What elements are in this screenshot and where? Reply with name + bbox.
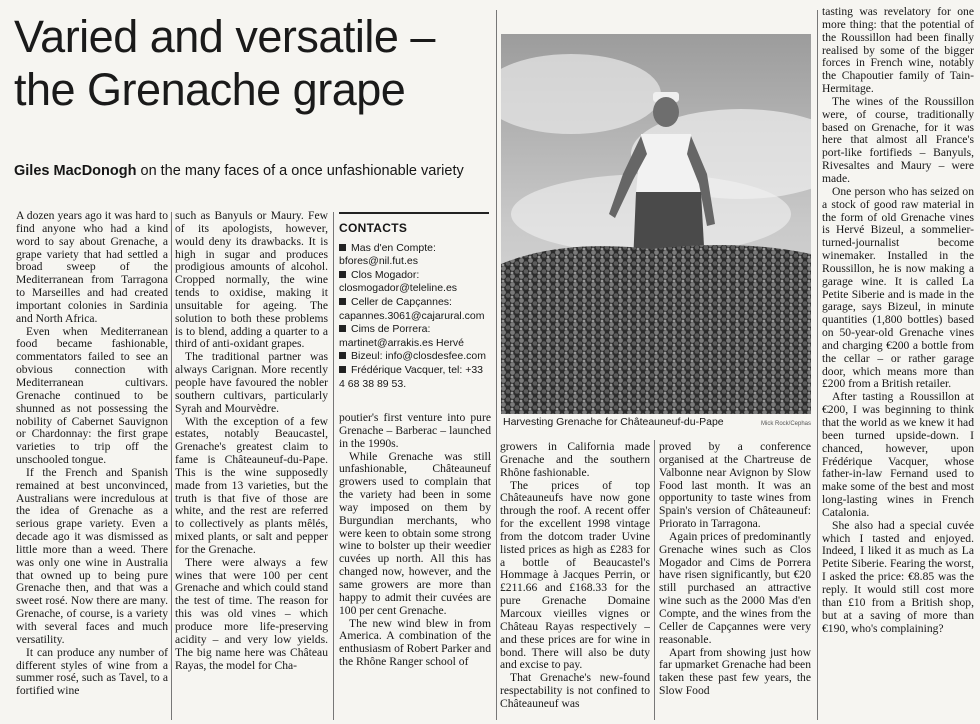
paragraph: Again prices of predominantly Grenache wines such as Clos Mogador and Cims de Porrera have risen significantly, but €20 still purchased an attractive wine such as the 2000 Mas d'en Compte, and the wines from the Celler de Capçannes were very reasonable.	[659, 529, 811, 646]
bullet-square-icon	[339, 325, 346, 332]
contact-item: Bizeul: info@closdesfee.com	[339, 350, 489, 364]
paragraph: It can produce any number of different styles of wine from a summer rosé, such as Tavel, to a fortified wine	[16, 645, 168, 698]
byline-text: on the many faces of a once unfashionable variety	[140, 163, 464, 179]
paragraph: such as Banyuls or Maury. Few of its apologists, however, would deny its drawbacks. It is high in sugar and produces prodigious amounts of alcohol. Cropped normally, the wine tends to oxidise, making it unsuitable for ageing. The solution to both these problems is to blend, adding a quarter to a third of anti-oxidant grapes.	[175, 210, 328, 351]
paragraph: Even when Mediterranean food became fashionable, commentators failed to see an obvious connection with Mediterranean cultivars. Grenache continued to be shunned as not possessing the nobility of Cabernet Sauvignon or Chardonnay: the first grape varieties to trip off the unschooled tongue.	[16, 324, 168, 467]
contact-item: Clos Mogador: closmogador@teleline.es	[339, 268, 458, 295]
harvest-photo	[501, 34, 811, 414]
column-divider	[171, 212, 172, 720]
paragraph: After tasting a Roussillon at €200, I was beginning to think that the world as we knew it had been turned upside-down. I chanced, however, upon Frédérique Vacquer, whose father-in-law Fernand used to make some of the best and most long-lasting wines in French Catalonia.	[822, 390, 974, 519]
column-3	[339, 412, 491, 722]
paragraph: One person who has seized on a stock of good raw material in the form of old Grenache vines is Hervé Bizeul, a sommelier-turned-journalist become winemaker. Installed in the Roussillon, he is now making a garage wine. It is called La Petite Siberie and is made in the garage, says Bizeul, in minute quantities (1,800 bottles) based on 50-year-old Grenache vines and charging €200 a bottle from the cellar – or rather garage door, which means more than £200 from a British retailer.	[822, 184, 974, 391]
column-divider	[333, 212, 334, 720]
bullet-square-icon	[339, 298, 346, 305]
article-subtitle	[14, 161, 494, 181]
paragraph: poutier's first venture into pure Grenache – Barberac – launched in the 1990s.	[339, 412, 491, 450]
column-5	[659, 441, 811, 723]
caption-text: Harvesting Grenache for Châteauneuf-du-Pape	[503, 416, 724, 428]
paragraph: She also had a special cuvée which I tasted and enjoyed. Indeed, I liked it as much as La Petite Siberie. Fearing the worst, I asked the price: €8.85 was the reply. It would still cost more than £10 from a British shop, but at a saving of more than €190, who's complaining?	[822, 518, 974, 635]
paragraph: A dozen years ago it was hard to find anyone who had a kind word to say about Grenache, a grape variety that had settled a broad sweep of the Mediterranean from Tarragona to Marseilles and had created important colonies in Sardinia and North Africa.	[16, 210, 168, 325]
paragraph: The wines of the Roussillon were, of course, traditionally based on Grenache, for it was here that almost all France's port-like fortifieds – Banyuls, Rivesaltes and Maury – were made.	[822, 94, 974, 185]
column-4	[500, 441, 650, 723]
bullet-square-icon	[339, 352, 346, 359]
paragraph: If the French and Spanish remained at best unconvinced, Australians were incredulous at the idea of Grenache as a serious grape variety. Even a decade ago it was dismissed as little more than a weed. There was only one wine in Australia that owned up to being pure Grenache then, and that was a sweet rosé. Now there are many. Grenache, of course, is a variety with several faces and much versatility.	[16, 465, 168, 646]
article-title: Varied and versatile – the Grenache grape	[14, 11, 435, 115]
column-1	[16, 210, 168, 722]
column-divider	[817, 10, 818, 720]
column-divider	[496, 10, 497, 720]
column-divider	[654, 440, 655, 720]
paragraph: While Grenache was still unfashionable, Châteauneuf growers used to complain that the variety had been in some way imposed on them by Burgundian merchants, who were keen to obtain some strong wine to bolster up their weedier cuvées up north. All this has changed now, however, and the same growers are more than happy to admit their cuvées are 100 per cent Grenache.	[339, 449, 491, 617]
contact-item: Mas d'en Compte: bfores@nil.fut.es	[339, 241, 436, 268]
paragraph: growers in California made Grenache and the southern Rhône fashionable.	[500, 441, 650, 479]
paragraph: With the exception of a few estates, notably Beaucastel, Grenache's greatest claim to fame is Châteauneuf-du-Pape. This is the wine supposedly made from 13 varieties, but the truth is that five of those are white, and the rest are referred to collectively as plants mêlés, mixed plants, or salt and pepper for the Grenache.	[175, 414, 328, 556]
paragraph: That Grenache's new-found respectability is not confined to Châteauneuf was	[500, 671, 650, 710]
paragraph: There were always a few wines that were 100 per cent Grenache and which could stand the test of time. The reason for this was old vines – which produce more life-preserving acidity – and very low yields. The big name here was Château Rayas, the model for Cha-	[175, 555, 328, 672]
paragraph: The new wind blew in from America. A combination of the enthusiasm of Robert Parker and the Rhône Ranger school of	[339, 616, 491, 669]
column-2	[175, 210, 328, 722]
bullet-square-icon	[339, 366, 346, 373]
paragraph: The prices of top Châteauneufs have now gone through the roof. A recent offer for the excellent 1998 vintage from the dotcom trader Uvine listed prices as high as £283 for a bottle of Beaucastel's Hommage à Jacques Perrin, or £211.66 and £168.33 for the pure Grenache Domaine Marcoux vieilles vignes or Château Rayas respectively – and these prices are for wine in bond. There will also be duty and excise to pay.	[500, 478, 650, 672]
paragraph: Apart from showing just how far upmarket Grenache had been taken these past few years, the Slow Food	[659, 645, 811, 698]
bullet-square-icon	[339, 271, 346, 278]
byline-author: Giles MacDonogh	[14, 163, 137, 179]
photo-caption	[503, 416, 811, 429]
column-6	[822, 6, 974, 722]
contacts-heading: CONTACTS	[339, 221, 408, 235]
paragraph: tasting was revelatory for one more thing: that the potential of the Roussillon had been finally realised by some of the bigger forces in French wine, notably the Chapoutier family of Tain-Hermitage.	[822, 6, 974, 96]
contact-item: Celler de Capçannes: capannes.3061@cajarural.com	[339, 295, 485, 322]
bullet-square-icon	[339, 244, 346, 251]
contact-item: Cims de Porrera: martinet@arrakis.es Hervé	[339, 323, 465, 349]
paragraph: The traditional partner was always Carignan. More recently people have favoured the nobler southern cultivars, particularly Syrah and Mourvèdre.	[175, 350, 328, 415]
contacts-box	[339, 212, 489, 394]
contact-item: Frédérique Vacquer, tel: +33 4 68 38 89 53.	[339, 363, 484, 390]
photo-credit: Mick Rock/Cephas	[760, 421, 811, 427]
paragraph: proved by a conference organised at the Chartreuse de Valbonne near Avignon by Slow Food last month. It was an opportunity to taste wines from Spain's version of Châteauneuf: Priorato in Tarragona.	[659, 441, 811, 531]
